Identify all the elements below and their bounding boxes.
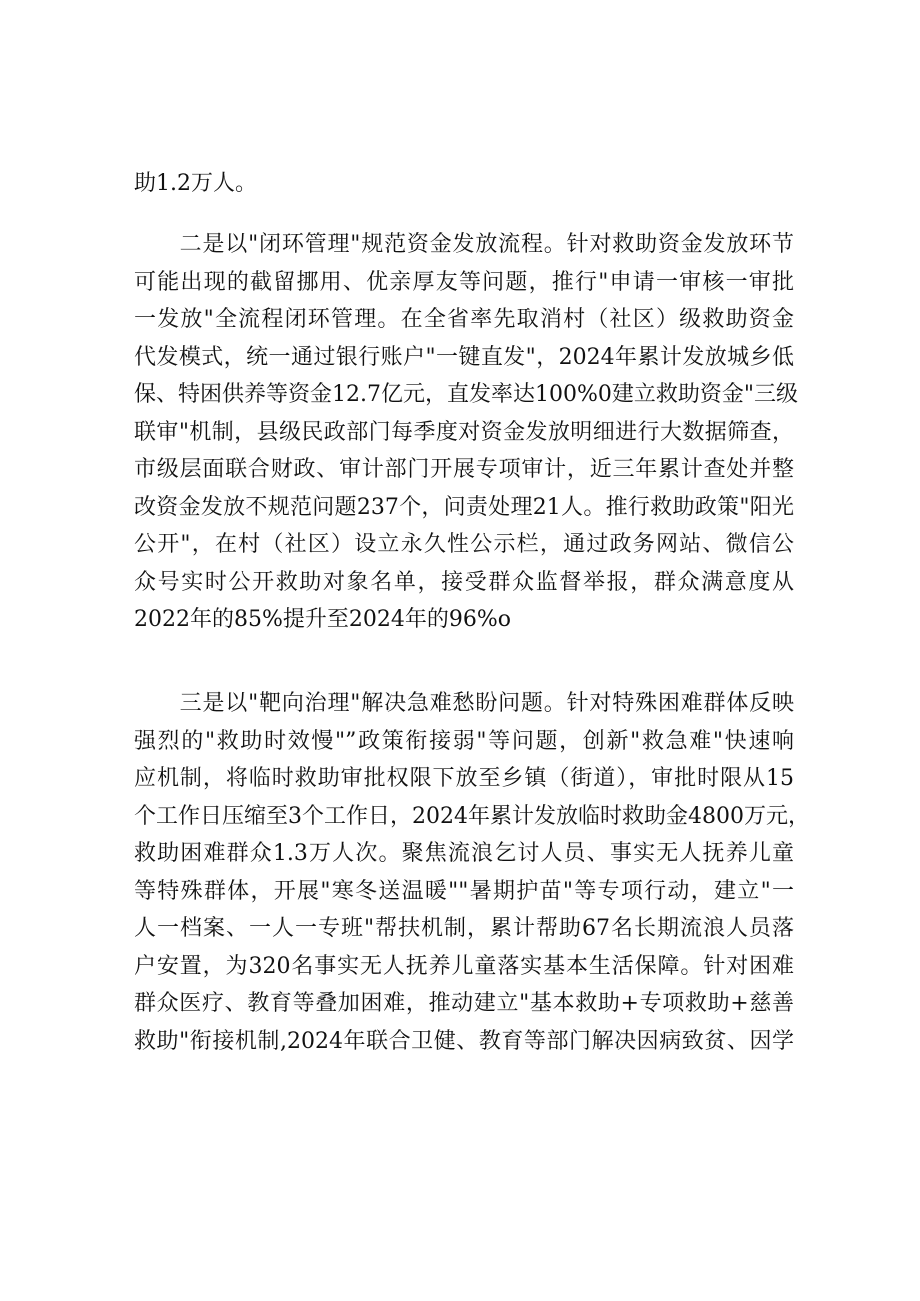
text-line: 代发模式，统一通过银行账户"一键直发"，2024年累计发放城乡低 bbox=[134, 344, 794, 370]
text-line: 二是以"闭环管理"规范资金发放流程。针对救助资金发放环节 bbox=[134, 232, 794, 257]
text-line: 可能出现的截留挪用、优亲厚友等问题，推行"申请一审核一审批 bbox=[134, 269, 794, 295]
paragraph-closed-loop-management bbox=[134, 226, 798, 639]
paragraph-targeted-governance bbox=[134, 685, 810, 1060]
text-line: 市级层面联合财政、审计部门开展专项审计，近三年累计查处并整 bbox=[134, 457, 794, 482]
text-line: 2022年的85%提升至2024年的96%o bbox=[134, 607, 512, 632]
text-line: 等特殊群体，开展"寒冬送温暖""暑期护苗"等专项行动，建立"一 bbox=[134, 878, 794, 904]
paragraph-continuation bbox=[134, 165, 794, 203]
text-line: 众号实时公开救助对象名单，接受群众监督举报，群众满意度从 bbox=[134, 569, 794, 595]
text-line: 救助"衔接机制,2024年联合卫健、教育等部门解决因病致贫、因学 bbox=[134, 1028, 794, 1054]
text-line: 户安置，为320名事实无人抚养儿童落实基本生活保障。针对困难 bbox=[134, 953, 794, 979]
text-line: 个工作日压缩至3个工作日，2024年累计发放临时救助金4800万元， bbox=[134, 803, 810, 829]
text-line: 保、特困供养等资金12.7亿元，直发率达100%0建立救助资金"三级 bbox=[134, 382, 798, 407]
text-line: 群众医疗、教育等叠加困难，推动建立"基本救助+专项救助+慈善 bbox=[134, 991, 794, 1016]
text-line: 助1.2万人。 bbox=[134, 171, 257, 196]
text-line: 改资金发放不规范问题237个，问责处理21人。推行救助政策"阳光 bbox=[134, 494, 794, 520]
text-line: 应机制，将临时救助审批权限下放至乡镇（街道），审批时限从15 bbox=[134, 766, 794, 791]
text-line: 强烈的"救助时效慢"”政策衔接弱"等问题，创新"救急难"快速响 bbox=[134, 728, 794, 754]
text-line: 公开"，在村（社区）设立永久性公示栏，通过政务网站、微信公 bbox=[134, 532, 794, 557]
text-line: 联审"机制，县级民政部门每季度对资金发放明细进行大数据筛查， bbox=[134, 419, 794, 445]
text-line: 人一档案、一人一专班"帮扶机制，累计帮助67名长期流浪人员落 bbox=[134, 916, 794, 941]
text-line: 三是以"靶向治理"解决急难愁盼问题。针对特殊困难群体反映 bbox=[134, 691, 794, 716]
text-line: 一发放"全流程闭环管理。在全省率先取消村（社区）级救助资金 bbox=[134, 307, 794, 332]
text-line: 救助困难群众1.3万人次。聚焦流浪乞讨人员、事实无人抚养儿童 bbox=[134, 841, 794, 866]
